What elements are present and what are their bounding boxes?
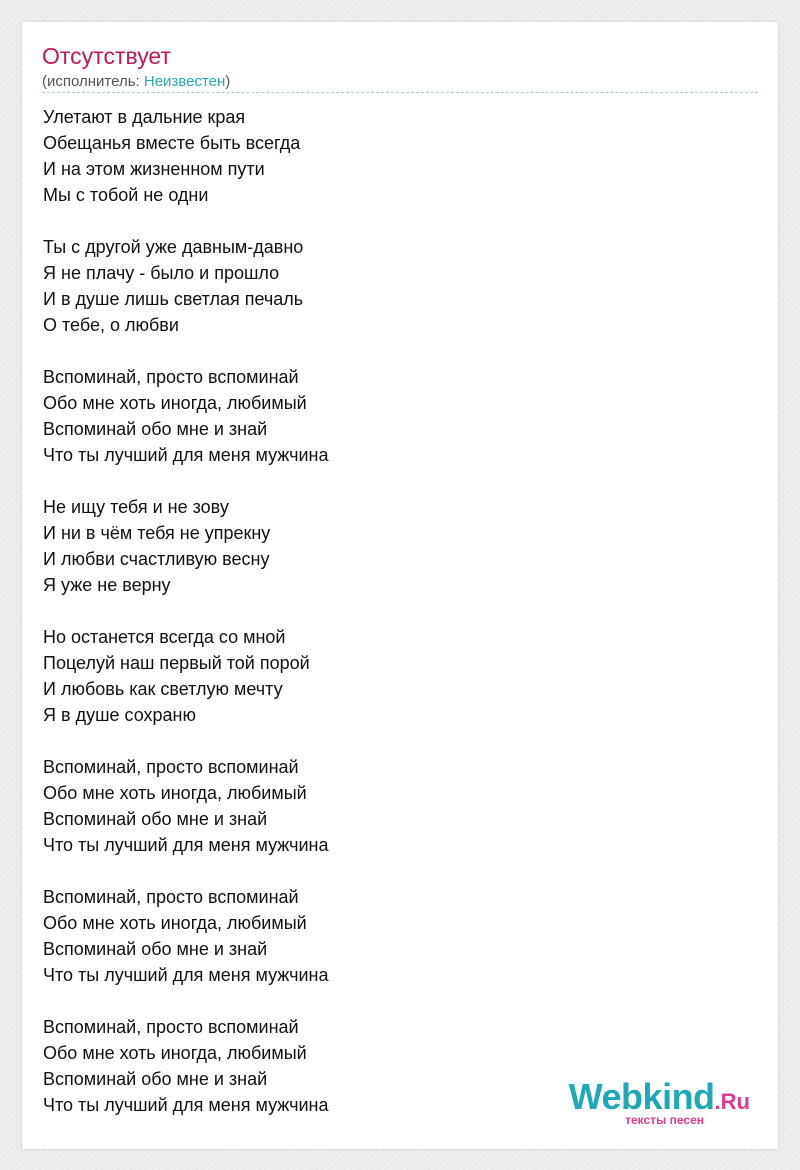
lyric-line: Обо мне хоть иногда, любимый xyxy=(43,913,307,933)
lyric-line: Обо мне хоть иногда, любимый xyxy=(43,393,307,413)
lyric-line: И любовь как светлую мечту xyxy=(43,679,283,699)
artist-prefix: (исполнитель: xyxy=(42,73,144,90)
stanza xyxy=(43,884,743,988)
lyric-line: Я в душе сохраню xyxy=(43,705,196,725)
lyric-line: Я не плачу - было и прошло xyxy=(43,263,280,283)
lyric-line: Мы с тобой не одни xyxy=(43,185,209,205)
stanza xyxy=(43,624,743,728)
lyric-line: Не ищу тебя и не зову xyxy=(43,497,229,517)
song-title: Отсутствует xyxy=(42,43,171,69)
logo-tagline: тексты песен xyxy=(625,1113,704,1127)
lyric-line: Вспоминай, просто вспоминай xyxy=(43,1017,299,1037)
lyric-line: И любви счастливую весну xyxy=(43,549,270,569)
lyric-line: Вспоминай обо мне и знай xyxy=(43,1069,268,1089)
lyric-line: Обо мне хоть иногда, любимый xyxy=(43,1043,307,1063)
lyric-line: Поцелуй наш первый той порой xyxy=(43,653,310,673)
lyric-line: Вспоминай обо мне и знай xyxy=(43,809,268,829)
lyric-line: Вспоминай, просто вспоминай xyxy=(43,757,299,777)
artist-link[interactable]: Неизвестен xyxy=(143,73,226,90)
lyric-line: Вспоминай обо мне и знай xyxy=(43,419,268,439)
lyric-line: И ни в чём тебя не упрекну xyxy=(43,523,271,543)
logo-word: Webkind xyxy=(568,1076,715,1117)
stanza xyxy=(43,754,743,858)
lyric-line: Вспоминай обо мне и знай xyxy=(43,939,268,959)
lyric-line: И в душе лишь светлая печаль xyxy=(43,289,304,309)
logo-tld: .Ru xyxy=(714,1089,750,1114)
lyric-line: Вспоминай, просто вспоминай xyxy=(43,367,299,387)
lyric-line: Обо мне хоть иногда, любимый xyxy=(43,783,307,803)
lyric-line: Улетают в дальние края xyxy=(43,107,246,127)
stanza xyxy=(43,234,743,338)
lyric-line: Что ты лучший для меня мужчина xyxy=(43,835,329,855)
stanza xyxy=(43,494,743,598)
artist-suffix: ) xyxy=(225,73,231,90)
stanza xyxy=(43,104,743,208)
lyric-line: Что ты лучший для меня мужчина xyxy=(43,445,329,465)
lyrics-card xyxy=(22,22,778,1149)
stanza xyxy=(43,364,743,468)
lyric-line: Я уже не верну xyxy=(43,575,171,595)
title-divider xyxy=(42,92,758,93)
lyrics-text xyxy=(43,104,743,1118)
lyric-line: Обещанья вместе быть всегда xyxy=(43,133,301,153)
lyric-line: Но останется всегда со мной xyxy=(43,627,286,647)
lyric-line: Ты с другой уже давным-давно xyxy=(43,237,304,257)
site-logo[interactable] xyxy=(550,1077,750,1129)
lyric-line: И на этом жизненном пути xyxy=(43,159,265,179)
lyric-line: О тебе, о любви xyxy=(43,315,179,335)
lyric-line: Что ты лучший для меня мужчина xyxy=(43,1095,329,1115)
lyric-line: Что ты лучший для меня мужчина xyxy=(43,965,329,985)
lyric-line: Вспоминай, просто вспоминай xyxy=(43,887,299,907)
artist-line xyxy=(42,72,230,92)
